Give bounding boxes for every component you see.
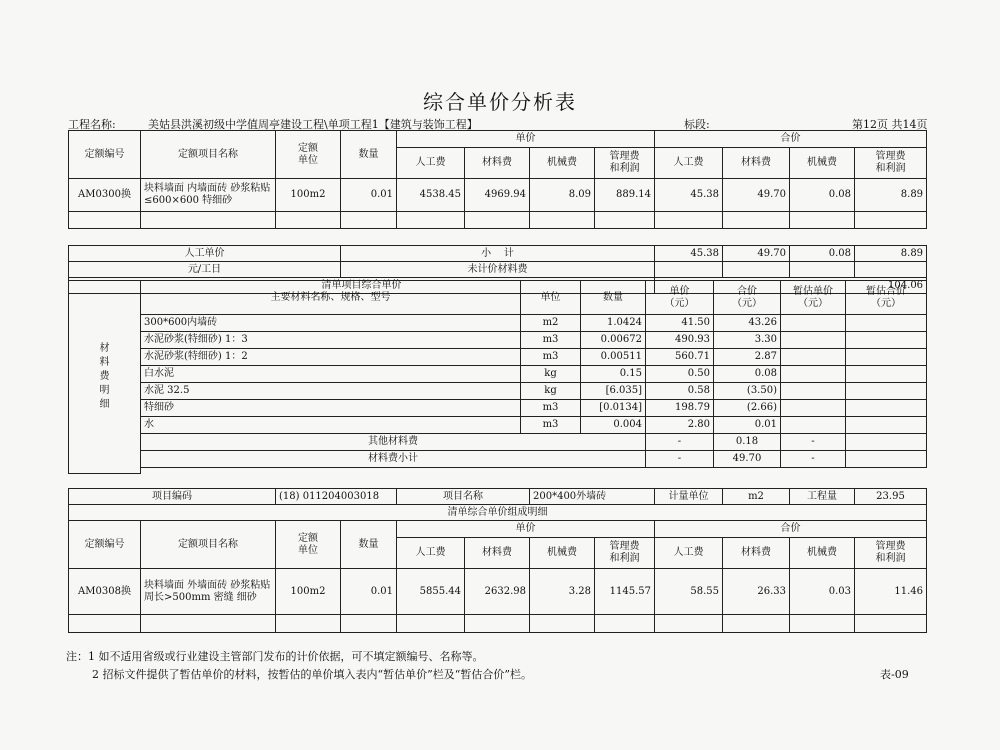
material-qty: 0.00511 <box>581 349 646 366</box>
col-labor: 人工费 <box>397 148 465 179</box>
blank-separator-row <box>69 229 927 246</box>
material-total: 0.08 <box>714 366 781 383</box>
material-unit: m2 <box>521 315 581 332</box>
col-labor-2: 人工费 <box>397 538 465 569</box>
material-total: 0.01 <box>714 417 781 434</box>
material-row <box>69 332 927 349</box>
material-name: 水 <box>141 417 521 434</box>
item-tp-machine: 0.08 <box>790 179 855 212</box>
project-label: 工程名称: <box>68 118 116 131</box>
item2-up-labor: 5855.44 <box>397 569 465 615</box>
col-material-name: 主要材料名称、规格、型号 <box>141 281 521 315</box>
item2-tp-labor: 58.55 <box>655 569 723 615</box>
material-qty: [0.0134] <box>581 400 646 417</box>
material-price: 490.93 <box>646 332 714 349</box>
col-material: 材料费 <box>465 148 530 179</box>
item-tp-material: 49.70 <box>723 179 790 212</box>
material-price: 0.50 <box>646 366 714 383</box>
other-material-price: - <box>646 434 714 451</box>
material-price: 41.50 <box>646 315 714 332</box>
material-detail-table <box>68 280 927 474</box>
material-subtotal-est: - <box>781 451 846 468</box>
material-qty: [6.035] <box>581 383 646 400</box>
material-price: 198.79 <box>646 400 714 417</box>
qty-value: 23.95 <box>855 489 927 505</box>
unit-label: 计量单位 <box>655 489 723 505</box>
material-unit: m3 <box>521 349 581 366</box>
note-1: 注：1 如不适用省级或行业建设主管部门发布的计价依据，可不填定额编号、名称等。 <box>66 650 484 663</box>
qty-label: 工程量 <box>790 489 855 505</box>
other-material-row <box>69 434 927 451</box>
material-total: 43.26 <box>714 315 781 332</box>
material-subtotal-price: - <box>646 451 714 468</box>
item2-qty: 0.01 <box>341 569 397 615</box>
material-unit: kg <box>521 366 581 383</box>
item2-up-material: 2632.98 <box>465 569 530 615</box>
item-info-row <box>69 489 927 505</box>
material-row <box>69 366 927 383</box>
col-mgmt-total: 管理费 和利润 <box>855 148 927 179</box>
yuan-per-day-label: 元/工日 <box>69 262 341 278</box>
material-unit: m3 <box>521 332 581 349</box>
material-total: 2.87 <box>714 349 781 366</box>
name-label: 项目名称 <box>397 489 530 505</box>
col-est-total: 暂估合价 （元） <box>846 281 927 315</box>
table-row <box>69 179 927 212</box>
col-material-price: 单价 （元） <box>646 281 714 315</box>
col-quota-no-2: 定额编号 <box>69 521 141 569</box>
col-mgmt: 管理费 和利润 <box>595 148 655 179</box>
col-material-2: 材料费 <box>465 538 530 569</box>
material-name: 水泥砂浆(特细砂) 1：2 <box>141 349 521 366</box>
empty-row <box>69 615 927 633</box>
col-machine: 机械费 <box>530 148 595 179</box>
subtotal-row <box>69 246 927 262</box>
col-material-unit: 单位 <box>521 281 581 315</box>
item2-up-mgmt: 1145.57 <box>595 569 655 615</box>
col-unit-price-2: 单价 <box>397 521 655 538</box>
col-quota-name: 定额项目名称 <box>141 131 276 179</box>
empty-row <box>69 212 927 229</box>
material-subtotal-total: 49.70 <box>714 451 781 468</box>
col-machine-2: 机械费 <box>530 538 595 569</box>
subtotal-machine: 0.08 <box>790 246 855 262</box>
col-labor-total: 人工费 <box>655 148 723 179</box>
item-tp-labor: 45.38 <box>655 179 723 212</box>
material-row <box>69 315 927 332</box>
col-labor-total-2: 人工费 <box>655 538 723 569</box>
item2-tp-material: 26.33 <box>723 569 790 615</box>
col-total-price-2: 合价 <box>655 521 927 538</box>
page-info: 第12页 共14页 <box>852 118 928 131</box>
material-unit: kg <box>521 383 581 400</box>
form-number: 表-09 <box>880 668 909 681</box>
project-name: 美姑县洪溪初级中学值周亭建设工程\单项工程1【建筑与装饰工程】 <box>148 118 478 131</box>
subtotal-label: 小 计 <box>341 246 655 262</box>
item2-tp-machine: 0.03 <box>790 569 855 615</box>
material-name: 特细砂 <box>141 400 521 417</box>
other-material-label: 其他材料费 <box>141 434 646 451</box>
table-row <box>69 569 927 615</box>
material-name: 水泥 32.5 <box>141 383 521 400</box>
material-total: (2.66) <box>714 400 781 417</box>
subtotal-labor: 45.38 <box>655 246 723 262</box>
col-material-total: 合价 （元） <box>714 281 781 315</box>
unpriced-label: 未计价材料费 <box>341 262 655 278</box>
item2-unit: 100m2 <box>276 569 341 615</box>
material-price: 560.71 <box>646 349 714 366</box>
material-qty: 0.00672 <box>581 332 646 349</box>
labor-unit-price-label: 人工单价 <box>69 246 341 262</box>
col-quota-unit-2: 定额 单位 <box>276 521 341 569</box>
col-machine-total-2: 机械费 <box>790 538 855 569</box>
col-total-price: 合价 <box>655 131 927 148</box>
material-row <box>69 417 927 434</box>
name-value: 200*400外墙砖 <box>530 489 655 505</box>
material-qty: 1.0424 <box>581 315 646 332</box>
item2-name: 块料墙面 外墙面砖 砂浆粘贴周长>500mm 密缝 细砂 <box>141 569 276 615</box>
col-quota-unit: 定额 单位 <box>276 131 341 179</box>
material-row <box>69 349 927 366</box>
material-price: 0.58 <box>646 383 714 400</box>
subtotal-mgmt: 8.89 <box>855 246 927 262</box>
col-machine-total: 机械费 <box>790 148 855 179</box>
col-quota-name-2: 定额项目名称 <box>141 521 276 569</box>
unpriced-row <box>69 262 927 278</box>
col-qty: 数量 <box>341 131 397 179</box>
material-unit: m3 <box>521 400 581 417</box>
item2-tp-mgmt: 11.46 <box>855 569 927 615</box>
code-label: 项目编码 <box>69 489 276 505</box>
section-label: 标段: <box>684 118 710 131</box>
item-code: AM0300换 <box>69 179 141 212</box>
material-row <box>69 400 927 417</box>
page-title: 综合单价分析表 <box>423 90 577 114</box>
item-up-labor: 4538.45 <box>397 179 465 212</box>
material-qty: 0.15 <box>581 366 646 383</box>
material-name: 300*600内墙砖 <box>141 315 521 332</box>
code-value: (18) 011204003018 <box>276 489 397 505</box>
material-name: 水泥砂浆(特细砂) 1：3 <box>141 332 521 349</box>
subtotal-material: 49.70 <box>723 246 790 262</box>
col-material-total-2: 材料费 <box>723 538 790 569</box>
item-up-machine: 8.09 <box>530 179 595 212</box>
second-item-table <box>68 488 927 633</box>
item-up-material: 4969.94 <box>465 179 530 212</box>
detail-label: 清单综合单价组成明细 <box>69 505 927 521</box>
unit-price-analysis-table <box>68 130 927 294</box>
col-est-price: 暂估单价 （元） <box>781 281 846 315</box>
composite-label: 清单项目综合单价 <box>69 278 655 294</box>
item-tp-mgmt: 8.89 <box>855 179 927 212</box>
col-mgmt-total-2: 管理费 和利润 <box>855 538 927 569</box>
unit-value: m2 <box>723 489 790 505</box>
material-name: 白水泥 <box>141 366 521 383</box>
material-price: 2.80 <box>646 417 714 434</box>
material-subtotal-row <box>69 451 927 468</box>
item2-code: AM0308换 <box>69 569 141 615</box>
item-name: 块料墙面 内墙面砖 砂浆粘贴 ≤600×600 特细砂 <box>141 179 276 212</box>
material-row <box>69 383 927 400</box>
col-unit-price: 单价 <box>397 131 655 148</box>
composite-value: 104.06 <box>655 278 927 294</box>
other-material-est: - <box>781 434 846 451</box>
other-material-total: 0.18 <box>714 434 781 451</box>
material-total: 3.30 <box>714 332 781 349</box>
note-2: 2 招标文件提供了暂估单价的材料，按暂估的单价填入表内“暂估单价”栏及“暂估合价”栏。 <box>92 668 532 681</box>
material-subtotal-label: 材料费小计 <box>141 451 646 468</box>
material-qty: 0.004 <box>581 417 646 434</box>
material-total: (3.50) <box>714 383 781 400</box>
material-side-label: 材 料 费 明 细 <box>69 281 141 474</box>
item-unit: 100m2 <box>276 179 341 212</box>
item-qty: 0.01 <box>341 179 397 212</box>
col-material-qty: 数量 <box>581 281 646 315</box>
material-unit: m3 <box>521 417 581 434</box>
col-qty-2: 数量 <box>341 521 397 569</box>
col-quota-no: 定额编号 <box>69 131 141 179</box>
col-mgmt-2: 管理费 和利润 <box>595 538 655 569</box>
item-up-mgmt: 889.14 <box>595 179 655 212</box>
col-material-total: 材料费 <box>723 148 790 179</box>
item2-up-machine: 3.28 <box>530 569 595 615</box>
